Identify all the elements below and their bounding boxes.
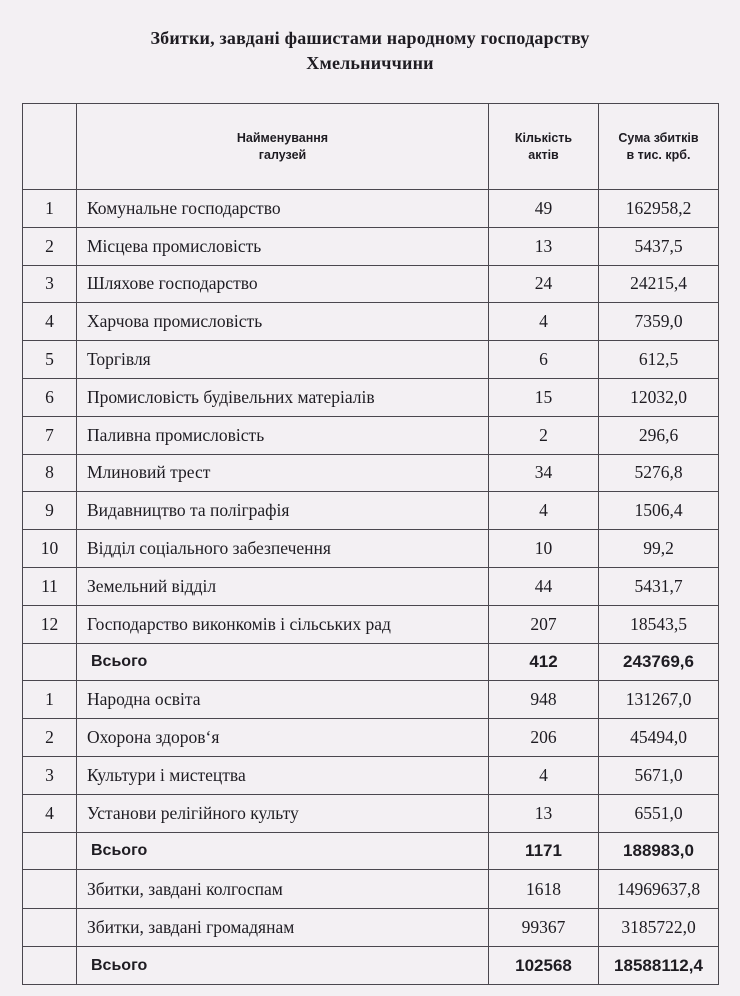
row-number: 10 — [23, 530, 77, 568]
row-name: Охорона здоров‘я — [77, 719, 489, 757]
header-sum-line1: Сума збитків — [618, 130, 699, 145]
table-row — [23, 870, 719, 909]
table-row — [23, 303, 719, 341]
row-count: 207 — [489, 605, 599, 643]
row-count: 948 — [489, 681, 599, 719]
row-name: Земельний відділ — [77, 567, 489, 605]
total-sum: 18588112,4 — [599, 947, 719, 985]
header-count — [489, 104, 599, 190]
row-sum: 1506,4 — [599, 492, 719, 530]
row-number — [23, 870, 77, 909]
row-count: 206 — [489, 719, 599, 757]
row-number: 7 — [23, 416, 77, 454]
total-row — [23, 832, 719, 870]
row-count: 15 — [489, 378, 599, 416]
row-count: 49 — [489, 190, 599, 228]
table-row — [23, 492, 719, 530]
table-row — [23, 908, 719, 947]
row-count: 99367 — [489, 908, 599, 947]
row-name: Місцева промисловість — [77, 227, 489, 265]
row-count: 13 — [489, 794, 599, 832]
row-count: 1618 — [489, 870, 599, 909]
total-label: Всього — [77, 643, 489, 681]
table-row — [23, 756, 719, 794]
row-number: 8 — [23, 454, 77, 492]
row-number: 6 — [23, 378, 77, 416]
row-number: 12 — [23, 605, 77, 643]
row-sum: 14969637,8 — [599, 870, 719, 909]
table-row — [23, 227, 719, 265]
total-row — [23, 643, 719, 681]
total-sum: 243769,6 — [599, 643, 719, 681]
row-count: 13 — [489, 227, 599, 265]
row-count: 4 — [489, 756, 599, 794]
total-number — [23, 832, 77, 870]
table-row — [23, 190, 719, 228]
row-number: 1 — [23, 190, 77, 228]
row-number: 9 — [23, 492, 77, 530]
row-sum: 5276,8 — [599, 454, 719, 492]
table-row — [23, 681, 719, 719]
row-count: 4 — [489, 492, 599, 530]
header-row — [23, 104, 719, 190]
header-sum — [599, 104, 719, 190]
header-name-line2: галузей — [258, 147, 307, 162]
row-name: Установи релігійного культу — [77, 794, 489, 832]
row-name: Збитки, завдані колгоспам — [77, 870, 489, 909]
total-sum: 188983,0 — [599, 832, 719, 870]
table-row — [23, 605, 719, 643]
row-sum: 162958,2 — [599, 190, 719, 228]
total-row — [23, 947, 719, 985]
table-row — [23, 454, 719, 492]
row-name: Народна освіта — [77, 681, 489, 719]
row-number: 3 — [23, 756, 77, 794]
row-number: 2 — [23, 227, 77, 265]
damage-table — [22, 103, 719, 985]
row-name: Харчова промисловість — [77, 303, 489, 341]
header-count-line2: актів — [528, 147, 559, 162]
row-name: Паливна промисловість — [77, 416, 489, 454]
row-sum: 5437,5 — [599, 227, 719, 265]
row-number: 4 — [23, 303, 77, 341]
row-number: 5 — [23, 341, 77, 379]
title-line-1: Збитки, завдані фашистами народному господарству — [150, 28, 590, 48]
row-sum: 131267,0 — [599, 681, 719, 719]
table-row — [23, 416, 719, 454]
title-line-2: Хмельниччини — [306, 53, 434, 73]
total-label: Всього — [77, 947, 489, 985]
row-name: Млиновий трест — [77, 454, 489, 492]
row-sum: 12032,0 — [599, 378, 719, 416]
total-count: 412 — [489, 643, 599, 681]
row-sum: 24215,4 — [599, 265, 719, 303]
row-count: 10 — [489, 530, 599, 568]
row-name: Комунальне господарство — [77, 190, 489, 228]
row-count: 24 — [489, 265, 599, 303]
row-number: 4 — [23, 794, 77, 832]
total-label: Всього — [77, 832, 489, 870]
total-count: 1171 — [489, 832, 599, 870]
row-sum: 3185722,0 — [599, 908, 719, 947]
table-row — [23, 567, 719, 605]
total-count: 102568 — [489, 947, 599, 985]
row-sum: 18543,5 — [599, 605, 719, 643]
row-count: 34 — [489, 454, 599, 492]
row-name: Господарство виконкомів і сільських рад — [77, 605, 489, 643]
row-count: 2 — [489, 416, 599, 454]
header-name-line1: Найменування — [236, 130, 329, 145]
row-name: Збитки, завдані громадянам — [77, 908, 489, 947]
row-sum: 7359,0 — [599, 303, 719, 341]
table-row — [23, 341, 719, 379]
row-sum: 296,6 — [599, 416, 719, 454]
row-number: 2 — [23, 719, 77, 757]
row-name: Торгівля — [77, 341, 489, 379]
row-number: 3 — [23, 265, 77, 303]
row-sum: 99,2 — [599, 530, 719, 568]
row-number: 1 — [23, 681, 77, 719]
row-number: 11 — [23, 567, 77, 605]
table-row — [23, 378, 719, 416]
row-name: Культури і мистецтва — [77, 756, 489, 794]
row-sum: 612,5 — [599, 341, 719, 379]
table-row — [23, 530, 719, 568]
table-row — [23, 265, 719, 303]
row-sum: 6551,0 — [599, 794, 719, 832]
header-count-line1: Кількість — [514, 130, 573, 145]
row-count: 44 — [489, 567, 599, 605]
row-sum: 5671,0 — [599, 756, 719, 794]
header-number — [23, 104, 77, 190]
row-count: 4 — [489, 303, 599, 341]
header-sum-line2: в тис. крб. — [626, 147, 691, 162]
row-name: Видавництво та поліграфія — [77, 492, 489, 530]
header-name — [77, 104, 489, 190]
row-name: Шляхове господарство — [77, 265, 489, 303]
row-number — [23, 908, 77, 947]
row-sum: 5431,7 — [599, 567, 719, 605]
table-row — [23, 719, 719, 757]
row-count: 6 — [489, 341, 599, 379]
total-number — [23, 947, 77, 985]
total-number — [23, 643, 77, 681]
row-name: Промисловість будівельних матеріалів — [77, 378, 489, 416]
table-row — [23, 794, 719, 832]
row-sum: 45494,0 — [599, 719, 719, 757]
document-title — [0, 26, 740, 76]
row-name: Відділ соціального забезпечення — [77, 530, 489, 568]
table-body — [23, 104, 719, 985]
